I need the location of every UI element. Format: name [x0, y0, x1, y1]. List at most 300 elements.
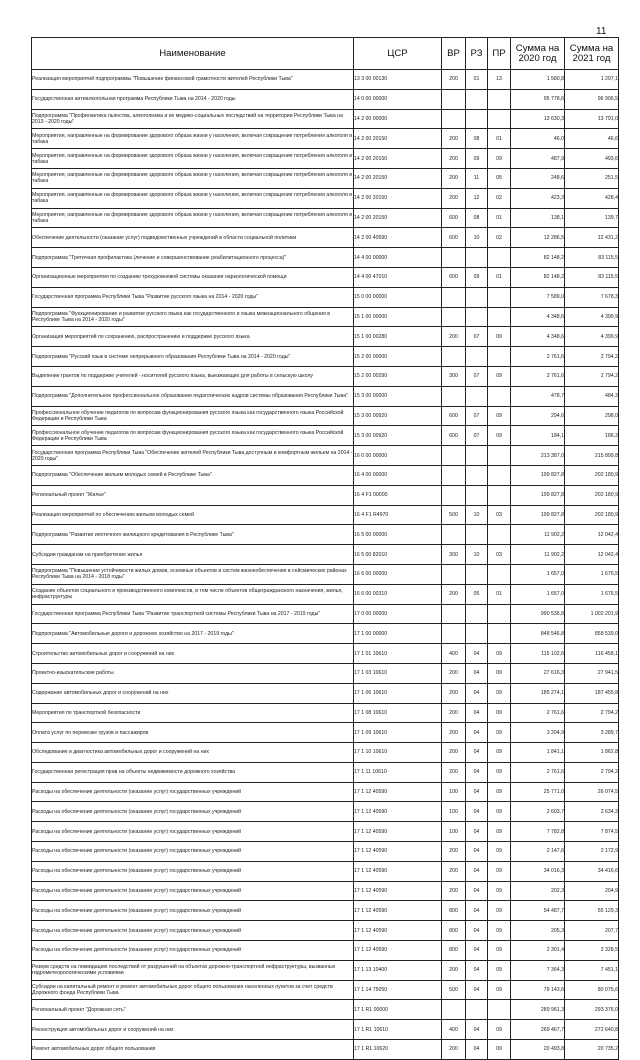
row-csr: 17 1 R1 00000 — [354, 1000, 442, 1020]
row-rz: 04 — [466, 822, 488, 842]
header-pr: ПР — [488, 38, 511, 70]
row-name: Подпрограмма "Развитие ипотечного жилищного кредитования в Республике Тыва" — [32, 525, 354, 545]
row-name: Расходы на обеспечение деятельности (оказание услуг) государственных учреждений — [32, 842, 354, 862]
row-csr: 17 1 R1 10620 — [354, 1040, 442, 1060]
row-rz: 04 — [466, 723, 488, 743]
row-name: Реализация мероприятий по обеспечению жильем молодых семей — [32, 505, 354, 525]
row-rz: 07 — [466, 366, 488, 386]
row-name: Ремонт автомобильных дорог общего пользования — [32, 1040, 354, 1060]
header-vr: ВР — [442, 38, 466, 70]
table-row — [32, 802, 619, 822]
row-pr — [488, 485, 511, 505]
row-csr: 15 3 00 00000 — [354, 386, 442, 406]
row-sum-2021: 83 115,5 — [565, 248, 619, 268]
row-sum-2020: 82 148,2 — [511, 248, 565, 268]
row-sum-2021: 1 002 201,9 — [565, 604, 619, 624]
row-sum-2020: 7 589,0 — [511, 287, 565, 307]
row-pr — [488, 564, 511, 584]
row-name: Реализация мероприятий подпрограммы "Повышение финансовой грамотности жителей Республики Тыва" — [32, 70, 354, 90]
row-csr: 16 6 00 00310 — [354, 584, 442, 604]
row-pr — [488, 1000, 511, 1020]
row-vr: 500 — [442, 505, 466, 525]
row-sum-2020: 138,1 — [511, 208, 565, 228]
row-sum-2021: 4 399,9 — [565, 307, 619, 327]
row-pr: 09 — [488, 683, 511, 703]
row-name: Профессиональное обучение педагогов по вопросам функционирования русского языка как государственного языка Российской Федерации и Республики Тыва — [32, 406, 354, 426]
row-vr: 600 — [442, 208, 466, 228]
row-vr — [442, 465, 466, 485]
row-vr: 200 — [442, 70, 466, 90]
row-sum-2020: 199 827,8 — [511, 465, 565, 485]
row-rz: 09 — [466, 149, 488, 169]
row-csr: 17 1 R1 10610 — [354, 1020, 442, 1040]
row-sum-2021: 202 180,9 — [565, 465, 619, 485]
row-pr: 05 — [488, 168, 511, 188]
table-row — [32, 723, 619, 743]
row-sum-2020: 248,6 — [511, 168, 565, 188]
table-row — [32, 366, 619, 386]
row-vr: 600 — [442, 267, 466, 287]
row-name: Подпрограмма "Автомобильные дороги и дорожное хозяйство на 2017 - 2019 годы" — [32, 624, 354, 644]
row-vr — [442, 624, 466, 644]
row-name: Мероприятия, направленные на формирование здорового образа жизни у населения, включая сокращение потребления алкоголя и табака — [32, 149, 354, 169]
table-row — [32, 89, 619, 109]
row-rz: 05 — [466, 584, 488, 604]
table-row — [32, 782, 619, 802]
row-pr: 03 — [488, 505, 511, 525]
table-row — [32, 248, 619, 268]
row-pr: 09 — [488, 782, 511, 802]
row-pr: 09 — [488, 406, 511, 426]
row-sum-2021: 13 791,0 — [565, 109, 619, 129]
table-header — [32, 38, 619, 70]
row-sum-2020: 79 143,6 — [511, 980, 565, 1000]
row-sum-2021: 298,0 — [565, 406, 619, 426]
row-rz — [466, 248, 488, 268]
row-csr: 17 1 12 40590 — [354, 861, 442, 881]
row-vr: 200 — [442, 703, 466, 723]
row-name: Государственная программа Республики Тыва "Развитие русского языка на 2014 - 2020 годы" — [32, 287, 354, 307]
row-pr: 01 — [488, 584, 511, 604]
row-vr: 200 — [442, 188, 466, 208]
row-sum-2020: 27 616,3 — [511, 663, 565, 683]
row-pr: 09 — [488, 1040, 511, 1060]
row-name: Расходы на обеспечение деятельности (оказание услуг) государственных учреждений — [32, 861, 354, 881]
row-pr: 09 — [488, 901, 511, 921]
row-vr: 200 — [442, 149, 466, 169]
row-sum-2021: 202 180,9 — [565, 485, 619, 505]
row-rz: 04 — [466, 980, 488, 1000]
row-name: Обеспечение деятельности (оказание услуг) подведомственных учреждений в области социальной политики — [32, 228, 354, 248]
row-csr: 14 2 00 20150 — [354, 208, 442, 228]
row-rz: 04 — [466, 901, 488, 921]
row-name: Мероприятия, направленные на формирование здорового образа жизни у населения, включая сокращение потребления алкоголя и табака — [32, 129, 354, 149]
row-sum-2021: 12 042,4 — [565, 545, 619, 565]
row-name: Выделение грантов по поддержке учителей - носителей русского языка, выезжающих для работы в сельскую школу — [32, 366, 354, 386]
row-sum-2021: 7 874,5 — [565, 822, 619, 842]
row-rz: 04 — [466, 762, 488, 782]
row-pr: 03 — [488, 545, 511, 565]
row-rz — [466, 446, 488, 466]
row-csr: 14 2 00 20150 — [354, 129, 442, 149]
table-row — [32, 188, 619, 208]
row-pr: 09 — [488, 762, 511, 782]
table-row — [32, 842, 619, 862]
row-sum-2021: 139,7 — [565, 208, 619, 228]
row-rz — [466, 465, 488, 485]
table-row — [32, 762, 619, 782]
row-csr: 16 0 00 00000 — [354, 446, 442, 466]
row-sum-2021: 1 676,5 — [565, 564, 619, 584]
row-sum-2020: 1 657,0 — [511, 564, 565, 584]
row-pr: 09 — [488, 822, 511, 842]
row-sum-2021: 80 075,6 — [565, 980, 619, 1000]
row-sum-2021: 2 328,5 — [565, 941, 619, 961]
row-name: Подпрограмма "Русский язык в системе непрерывного образования Республики Тыва на 2014 - 2020 годы" — [32, 347, 354, 367]
row-csr: 14 2 00 00000 — [354, 109, 442, 129]
row-vr: 200 — [442, 842, 466, 862]
row-sum-2021: 215 899,8 — [565, 446, 619, 466]
table-row — [32, 980, 619, 1000]
row-vr: 600 — [442, 426, 466, 446]
row-rz: 07 — [466, 406, 488, 426]
row-sum-2021: 83 115,5 — [565, 267, 619, 287]
row-sum-2020: 1 580,8 — [511, 70, 565, 90]
row-sum-2021: 2 794,2 — [565, 347, 619, 367]
row-csr: 17 1 12 40590 — [354, 822, 442, 842]
row-csr: 17 0 00 00000 — [354, 604, 442, 624]
row-name: Подпрограмма "Третичная профилактика (лечение и совершенствование реабилитационного процесса)" — [32, 248, 354, 268]
row-csr: 15 3 00 00920 — [354, 426, 442, 446]
row-pr: 09 — [488, 327, 511, 347]
row-vr: 300 — [442, 545, 466, 565]
row-sum-2020: 213 387,0 — [511, 446, 565, 466]
row-pr: 09 — [488, 743, 511, 763]
row-rz: 04 — [466, 941, 488, 961]
row-csr: 14 2 00 20150 — [354, 149, 442, 169]
table-row — [32, 941, 619, 961]
row-rz — [466, 624, 488, 644]
table-row — [32, 228, 619, 248]
row-pr: 09 — [488, 149, 511, 169]
table-row — [32, 861, 619, 881]
row-sum-2021: 1 862,8 — [565, 743, 619, 763]
row-name: Подпрограмма "Повышение устойчивости жилых домов, основных объектов и систем жизнеобеспечения в сейсмических районах Республики Тыва на 2014 - 2018 годы" — [32, 564, 354, 584]
header-sum-2021: Сумма на 2021 год — [565, 38, 619, 70]
row-rz — [466, 89, 488, 109]
table-row — [32, 743, 619, 763]
row-rz: 10 — [466, 228, 488, 248]
table-row — [32, 347, 619, 367]
row-pr — [488, 386, 511, 406]
row-csr: 17 1 00 00000 — [354, 624, 442, 644]
row-rz: 08 — [466, 129, 488, 149]
row-name: Мероприятия по транспортной безопасности — [32, 703, 354, 723]
row-vr — [442, 564, 466, 584]
row-name: Субсидии на капитальный ремонт и ремонт автомобильных дорог общего пользования населенных пунктов за счет средств Дорожного фонда Республики Тыва — [32, 980, 354, 1000]
row-name: Организационные мероприятия по созданию трехуровневой системы оказания наркологической помощи — [32, 267, 354, 287]
table-row — [32, 149, 619, 169]
row-vr — [442, 248, 466, 268]
row-sum-2021: 493,6 — [565, 149, 619, 169]
row-csr: 16 5 00 00000 — [354, 525, 442, 545]
row-name: Обследование и диагностика автомобильных дорог и сооружений на них — [32, 743, 354, 763]
row-rz — [466, 485, 488, 505]
row-sum-2021: 55 129,3 — [565, 901, 619, 921]
row-csr: 15 2 00 00290 — [354, 366, 442, 386]
row-name: Организация мероприятий по сохранению, распространению и поддержке русского языка — [32, 327, 354, 347]
row-sum-2020: 205,3 — [511, 921, 565, 941]
row-sum-2020: 990 536,8 — [511, 604, 565, 624]
row-csr: 15 0 00 00000 — [354, 287, 442, 307]
row-pr: 01 — [488, 129, 511, 149]
row-name: Подпрограмма "Профилактика пьянства, алкоголизма и их медико-социальных последствий на территории Республики Тыва на 2013 - 2020 годы" — [32, 109, 354, 129]
table-row — [32, 287, 619, 307]
row-sum-2021: 96 906,5 — [565, 89, 619, 109]
row-name: Создание объектов социального и производственного комплексов, в том числе объектов общегражданского назначения, жилья, инфраструктуры — [32, 584, 354, 604]
row-sum-2021: 12 431,2 — [565, 228, 619, 248]
row-name: Профессиональное обучение педагогов по вопросам функционирования русского языка как государственного языка Российской Федерации и Республики Тыва — [32, 426, 354, 446]
row-rz — [466, 109, 488, 129]
row-name: Оплата услуг по перевозке грузов и пассажиров — [32, 723, 354, 743]
row-sum-2021: 7 678,3 — [565, 287, 619, 307]
row-rz: 01 — [466, 70, 488, 90]
row-rz: 11 — [466, 168, 488, 188]
row-pr: 09 — [488, 703, 511, 723]
row-pr: 13 — [488, 70, 511, 90]
row-pr: 09 — [488, 980, 511, 1000]
row-rz: 04 — [466, 644, 488, 664]
row-vr: 600 — [442, 406, 466, 426]
row-vr: 200 — [442, 723, 466, 743]
row-vr: 200 — [442, 881, 466, 901]
row-sum-2020: 25 771,0 — [511, 782, 565, 802]
table-row — [32, 129, 619, 149]
row-sum-2021: 1 297,1 — [565, 70, 619, 90]
row-sum-2021: 293 376,0 — [565, 1000, 619, 1020]
row-pr: 09 — [488, 802, 511, 822]
row-rz: 09 — [466, 267, 488, 287]
row-vr: 800 — [442, 921, 466, 941]
row-sum-2020: 2 761,6 — [511, 703, 565, 723]
row-vr — [442, 1000, 466, 1020]
row-pr: 01 — [488, 267, 511, 287]
row-csr: 15 3 00 00920 — [354, 406, 442, 426]
row-pr: 02 — [488, 188, 511, 208]
row-sum-2021: 46,6 — [565, 129, 619, 149]
row-csr: 13 3 00 00130 — [354, 70, 442, 90]
row-name: Расходы на обеспечение деятельности (оказание услуг) государственных учреждений — [32, 822, 354, 842]
table-row — [32, 663, 619, 683]
table-row — [32, 267, 619, 287]
row-rz: 10 — [466, 505, 488, 525]
row-csr: 17 1 12 40590 — [354, 941, 442, 961]
row-name: Расходы на обеспечение деятельности (оказание услуг) государственных учреждений — [32, 782, 354, 802]
row-csr: 17 1 08 10610 — [354, 703, 442, 723]
row-csr: 16 4 F1 R4970 — [354, 505, 442, 525]
table-body — [32, 70, 619, 1060]
row-rz: 04 — [466, 861, 488, 881]
table-row — [32, 307, 619, 327]
row-sum-2021: 116 458,1 — [565, 644, 619, 664]
row-vr: 100 — [442, 782, 466, 802]
row-name: Расходы на обеспечение деятельности (оказание услуг) государственных учреждений — [32, 941, 354, 961]
row-csr: 17 1 03 10610 — [354, 663, 442, 683]
row-sum-2020: 95 778,6 — [511, 89, 565, 109]
row-pr: 09 — [488, 1020, 511, 1040]
row-name: Государственная программа Республики Тыва "Развитие транспортной системы Республики Тыва на 2017 - 2019 годы" — [32, 604, 354, 624]
table-row — [32, 1000, 619, 1020]
row-name: Расходы на обеспечение деятельности (оказание услуг) государственных учреждений — [32, 802, 354, 822]
header-rz: РЗ — [466, 38, 488, 70]
row-vr: 800 — [442, 901, 466, 921]
table-row — [32, 168, 619, 188]
table-row — [32, 505, 619, 525]
row-vr — [442, 307, 466, 327]
row-rz — [466, 347, 488, 367]
row-name: Строительство автомобильных дорог и сооружений на них — [32, 644, 354, 664]
row-sum-2021: 2 794,2 — [565, 366, 619, 386]
row-name: Подпрограмма "Обеспечение жильем молодых семей в Республике Тыва" — [32, 465, 354, 485]
row-pr — [488, 287, 511, 307]
row-pr: 09 — [488, 842, 511, 862]
row-sum-2021: 428,4 — [565, 188, 619, 208]
row-vr: 200 — [442, 327, 466, 347]
row-sum-2021: 12 042,4 — [565, 525, 619, 545]
row-vr: 200 — [442, 584, 466, 604]
table-row — [32, 525, 619, 545]
row-csr: 17 1 12 40590 — [354, 881, 442, 901]
row-name: Государственная регистрация прав на объекты недвижимости дорожного хозяйства — [32, 762, 354, 782]
row-csr: 17 1 12 40590 — [354, 782, 442, 802]
row-vr — [442, 109, 466, 129]
row-sum-2020: 2 761,6 — [511, 347, 565, 367]
row-vr: 200 — [442, 168, 466, 188]
row-pr — [488, 109, 511, 129]
table-row — [32, 446, 619, 466]
header-sum-2020: Сумма на 2020 год — [511, 38, 565, 70]
row-vr: 200 — [442, 743, 466, 763]
row-csr: 16 4 F1 00000 — [354, 485, 442, 505]
row-name: Региональный проект "Дорожная сеть" — [32, 1000, 354, 1020]
table-row — [32, 1020, 619, 1040]
row-sum-2020: 34 016,3 — [511, 861, 565, 881]
row-csr: 15 2 00 00000 — [354, 347, 442, 367]
row-sum-2020: 20 493,8 — [511, 1040, 565, 1060]
row-rz: 12 — [466, 188, 488, 208]
row-name: Расходы на обеспечение деятельности (оказание услуг) государственных учреждений — [32, 881, 354, 901]
row-csr: 14 2 00 20150 — [354, 188, 442, 208]
row-sum-2020: 3 204,9 — [511, 723, 565, 743]
row-vr: 200 — [442, 663, 466, 683]
row-pr — [488, 465, 511, 485]
row-vr — [442, 525, 466, 545]
row-csr: 14 4 00 00000 — [354, 248, 442, 268]
row-pr: 01 — [488, 208, 511, 228]
header-csr: ЦСР — [354, 38, 442, 70]
row-csr: 17 1 06 10610 — [354, 683, 442, 703]
row-vr: 100 — [442, 822, 466, 842]
row-vr: 200 — [442, 129, 466, 149]
row-rz: 07 — [466, 426, 488, 446]
row-csr: 17 1 12 40590 — [354, 842, 442, 862]
row-pr — [488, 525, 511, 545]
row-sum-2020: 4 348,6 — [511, 327, 565, 347]
table-row — [32, 901, 619, 921]
row-rz: 10 — [466, 545, 488, 565]
table-row — [32, 683, 619, 703]
row-sum-2020: 202,3 — [511, 881, 565, 901]
budget-table — [31, 37, 619, 1060]
row-sum-2021: 27 941,5 — [565, 663, 619, 683]
row-rz: 04 — [466, 802, 488, 822]
row-name: Содержание автомобильных дорог и сооружений на них — [32, 683, 354, 703]
row-sum-2021: 207,7 — [565, 921, 619, 941]
row-name: Мероприятия, направленные на формирование здорового образа жизни у населения, включая сокращение потребления алкоголя и табака — [32, 168, 354, 188]
row-csr: 14 2 00 40590 — [354, 228, 442, 248]
row-sum-2020: 13 630,3 — [511, 109, 565, 129]
row-name: Региональный проект "Жилье" — [32, 485, 354, 505]
row-vr — [442, 347, 466, 367]
row-pr: 09 — [488, 663, 511, 683]
row-name: Расходы на обеспечение деятельности (оказание услуг) государственных учреждений — [32, 921, 354, 941]
row-rz: 08 — [466, 208, 488, 228]
row-sum-2020: 1 657,0 — [511, 584, 565, 604]
table-row — [32, 604, 619, 624]
row-rz: 04 — [466, 683, 488, 703]
row-sum-2021: 187 455,8 — [565, 683, 619, 703]
row-pr — [488, 624, 511, 644]
row-sum-2021: 3 289,7 — [565, 723, 619, 743]
row-sum-2020: 115 102,6 — [511, 644, 565, 664]
row-rz: 04 — [466, 881, 488, 901]
row-sum-2020: 54 487,7 — [511, 901, 565, 921]
row-sum-2021: 186,3 — [565, 426, 619, 446]
row-sum-2020: 2 147,6 — [511, 842, 565, 862]
row-pr — [488, 89, 511, 109]
table-row — [32, 545, 619, 565]
row-rz — [466, 604, 488, 624]
row-sum-2020: 289 961,3 — [511, 1000, 565, 1020]
row-csr: 17 1 11 10610 — [354, 762, 442, 782]
row-name: Подпрограмма "Дополнительное профессиональное образование педагогических кадров системы образования Республики Тыва" — [32, 386, 354, 406]
row-sum-2020: 4 348,6 — [511, 307, 565, 327]
row-vr — [442, 89, 466, 109]
row-sum-2021: 204,9 — [565, 881, 619, 901]
row-sum-2020: 487,9 — [511, 149, 565, 169]
row-csr: 16 4 00 00000 — [354, 465, 442, 485]
row-sum-2020: 294,6 — [511, 406, 565, 426]
row-name: Расходы на обеспечение деятельности (оказание услуг) государственных учреждений — [32, 901, 354, 921]
row-name: Государственная антиалкогольная программа Республики Тыва на 2014 - 2020 годы — [32, 89, 354, 109]
row-name: Мероприятия, направленные на формирование здорового образа жизни у населения, включая сокращение потребления алкоголя и табака — [32, 208, 354, 228]
row-sum-2021: 26 074,5 — [565, 782, 619, 802]
row-sum-2021: 2 794,2 — [565, 762, 619, 782]
row-sum-2020: 1 841,1 — [511, 743, 565, 763]
row-rz: 04 — [466, 960, 488, 980]
row-csr: 14 2 00 20150 — [354, 168, 442, 188]
row-sum-2021: 272 640,8 — [565, 1020, 619, 1040]
row-rz: 04 — [466, 703, 488, 723]
row-pr — [488, 307, 511, 327]
row-sum-2021: 4 399,9 — [565, 327, 619, 347]
row-csr: 17 1 12 40590 — [354, 901, 442, 921]
table-row — [32, 465, 619, 485]
row-vr: 500 — [442, 980, 466, 1000]
row-pr: 09 — [488, 921, 511, 941]
row-pr: 09 — [488, 881, 511, 901]
row-name: Подпрограмма "Функционирование и развитие русского языка как государственного и языка межнационального общения в Республике Тыва на 2014 - 2020 годы" — [32, 307, 354, 327]
